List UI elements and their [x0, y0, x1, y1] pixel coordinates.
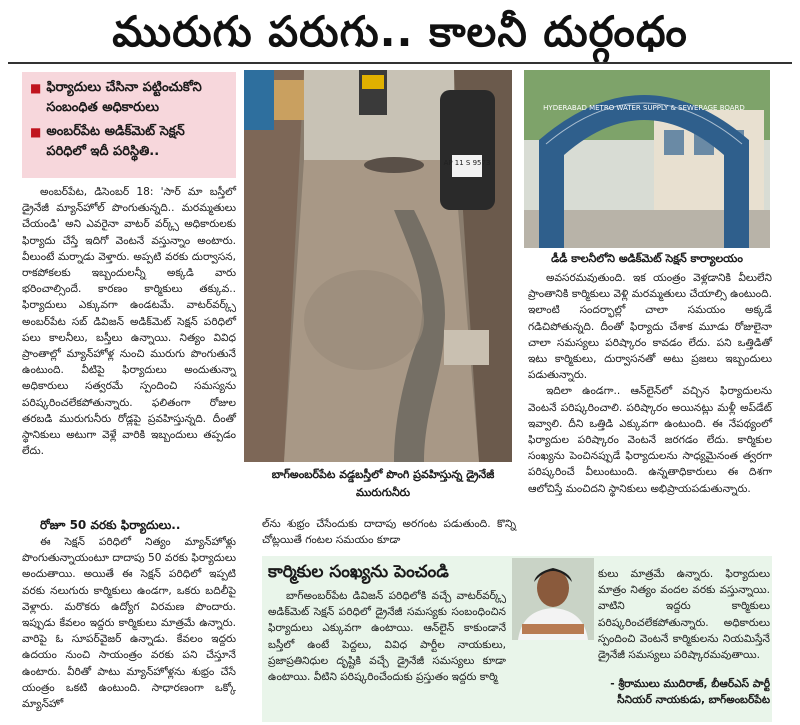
- article-paragraph: ల్‌ను శుభ్రం చేసేందుకు దాదాపు అరగంట పడుతుంది. కొన్ని చోట్లయితే గంటల సమయం కూడా: [262, 518, 516, 547]
- bullet-icon: ■: [30, 125, 42, 139]
- portrait-icon: [512, 558, 594, 640]
- highlight-item: ■ అంబర్‌పేట అడిక్‌మెట్ సెక్షన్ పరిధిలో ఇదీ పరిస్థితి..: [30, 124, 185, 159]
- drainage-street-photo: [244, 70, 512, 462]
- highlights-box: [22, 72, 236, 178]
- article-col-1b: [22, 534, 236, 722]
- quote-box-title: కార్మికుల సంఖ్యను పెంచండి: [268, 562, 449, 582]
- article-col-1: [22, 184, 236, 516]
- article-paragraph: ఇదిలా ఉండగా.. ఆన్‌లైన్‌లో వచ్చిన ఫిర్యాదులను వెంటనే పరిష్కరించాలి. పరిష్కారం అయినట్లు మళ్లీ అప్‌డేట్ ఇవ్వాలి. దీని ఒత్తిడి ఎక్కువగా ఉంటుంది. ఈ నేపథ్యంలో ఫిర్యాదుల పరిష్కారం వెంటనే జరగడం లేదు. కార్మికుల సంఖ్యను పెంచినప్పుడే ఫిర్యాదులను సాధ్యమైనంత త్వరగా పరిష్కరించే వీలుంటుంది. ఉన్నతాధికారులు ఈ దిశగా ఆలోచిస్తే మంచిదని స్థానికులు అభిప్రాయపడుతున్నారు.: [528, 385, 772, 495]
- photo-caption-office: డీడీ కాలనీలోని అడిక్‌మెట్ సెక్షన్ కార్యాలయం: [551, 252, 743, 265]
- quote-signature: - శ్రీరాములు ముదిరాజ్, బీఆర్‌ఎస్ పార్టీ సీనియర్ నాయకుడు, బాగ్‌అంబర్‌పేట: [610, 678, 770, 706]
- scooter-plate: AP 11 S 9573: [443, 159, 491, 167]
- arch-sign: HYDERABAD METRO WATER SUPPLY & SEWERAGE BOARD: [543, 104, 745, 112]
- headline-rule: [8, 62, 792, 64]
- quote-box-left: [268, 588, 506, 720]
- portrait-photo: [512, 558, 594, 640]
- photo-section-office: [524, 70, 770, 248]
- bullet-icon: ■: [30, 81, 42, 95]
- photo-caption-drainage: బాగ్‌అంబర్‌పేట వడ్డబస్తీలో పొంగి ప్రవహిస్తున్న డ్రైనేజీ మురుగునీరు: [271, 468, 495, 499]
- article-col-2: [262, 516, 516, 550]
- article-col-3: [528, 270, 772, 550]
- highlight-item: ■ ఫిర్యాదులు చేసినా పట్టించుకోని సంబంధిత అధికారులు: [30, 80, 202, 115]
- article-paragraph: బాగ్‌అంబర్‌పేట డివిజన్ పరిధిలోకి వచ్చే వాటర్‌వర్క్స్ అడిక్‌మెట్ సెక్షన్ పరిధిలో డ్రైనేజీ సమస్యకు సంబంధించిన ఫిర్యాదులు ఎక్కువగా ఉంటాయి. ఆన్‌లైన్ కాకుండానే బస్తీలో ఉంటే పెద్దలు, వివిధ పార్టీల నాయకులు, ప్రజాప్రతినిధుల దృష్టికి వచ్చే డ్రైనేజీ సమస్యలు కూడా ఉంటాయి. వీటిని పరిష్కరించేందుకు ప్రస్తుతం ఇద్దరు కార్మి: [268, 590, 506, 684]
- quote-box-right: [598, 566, 770, 662]
- subhead-complaints: రోజూ 50 వరకు ఫిర్యాదులు..: [40, 518, 181, 532]
- photo-drainage-street: [244, 70, 512, 462]
- article-paragraph: అవసరమవుతుంది. ఇక యంత్రం వెళ్లడానికి వీలులేని ప్రాంతానికి కార్మికులు వెళ్లి మరమ్మతులు చేయాల్సి ఉంటుంది. ఇలాంటి సందర్భాల్లో చాలా సమయం అక్కడే గడిచిపోతున్నది. దీంతో ఫిర్యాదు చేశాక మూడు రోజులైనా చాలా సమస్యలు పరిష్కారం కావడం లేదు. పని ఒత్తిడితో ఇటు కార్మికులు, దుర్వాసనతో అటు ప్రజలు ఇబ్బందులు పడుతున్నారు.: [528, 272, 772, 382]
- article-paragraph: ఈ సెక్షన్ పరిధిలో నిత్యం మ్యాన్‌హోళ్లు పొంగుతున్నాయంటూ దాదాపు 50 వరకు ఫిర్యాదులు అందుతాయి. అయితే ఈ సెక్షన్ పరిధిలో ఇప్పటి వరకు నలుగురు కార్మికులు ఉండగా, ఒకరు బదిలీపై వెళ్లారు. మరొకరు ఉద్యోగ విరమణ పొందారు. ఇప్పుడు కేవలం ఇద్దరు కార్మికులు మాత్రమే ఉన్నారు. వారిపై ఓ సూపర్‌వైజర్ ఉన్నాడు. కేవలం ఇద్దరు ఉదయం నుంచి సాయంత్రం వరకు పని చేస్తూనే ఉంటారు. వీరితో పాటు మ్యాన్‌హోళ్లను శుభ్రం చేసే యంత్రం ఒకటి ఉంటుంది. సాధారణంగా ఒక్కో మ్యాన్‌హో: [22, 536, 236, 711]
- section-office-photo: [524, 70, 770, 248]
- article-paragraph: అంబర్‌పేట, డిసెంబర్ 18: 'సార్ మా బస్తీలో డ్రైనేజీ మ్యాన్‌హోల్ పొంగుతున్నది.. మరమ్మతులు చేయండి' అని ఎవరైనా వాటర్ వర్క్స్ అధికారులకు ఫిర్యాదు చేస్తే ఇదిగో వెంటనే వస్తున్నాం అంటారు. వీలుంటే మర్నాడు వెళ్తారు. అప్పటి వరకు దుర్వాసన, రాకపోకలకు ఇబ్బందులన్నీ అక్కడి వారు భరించాల్సిందే. కారణం కార్మికులు తక్కువ.. ఫిర్యాదులు ఎక్కువగా ఉండటమే. వాటర్‌వర్క్స్ అంబర్‌పేట సబ్ డివిజన్ అడిక్‌మెట్ సెక్షన్ పరిధిలో పలు కాలనీలు, బస్తీలు ఉన్నాయి. నిత్యం వివిధ ప్రాంతాల్లో మ్యాన్‌హోళ్ల నుంచి మురుగు పొంగుతునే ఉంటుంది. వీటిపై ఫిర్యాదులు అందుతున్నా అధికారులు సత్వరమే స్పందించి సమస్యను పరిష్కరించలేకపోతున్నారు. ఫలితంగా రోజుల తరబడి మురుగునీరు రోడ్లపై ప్రవహిస్తున్నది. దీంతో స్థానికులు అటుగా వెళ్లే వారికి ఇబ్బందులు తప్పడం లేదు.: [22, 186, 236, 458]
- article-paragraph: కులు మాత్రమే ఉన్నారు. ఫిర్యాదులు మాత్రం నిత్యం వందల వరకు వస్తున్నాయి. వాటిని ఇద్దరు కార్మికులు పరిష్కరించలేకపోతున్నారు. అధికారులు స్పందించి వెంటనే కార్మికులను నియమిస్తేనే డ్రైనేజీ సమస్యలు పరిష్కారమవుతాయి.: [598, 568, 770, 662]
- headline: మురుగు పరుగు.. కాలనీ దుర్గంధం: [112, 7, 688, 56]
